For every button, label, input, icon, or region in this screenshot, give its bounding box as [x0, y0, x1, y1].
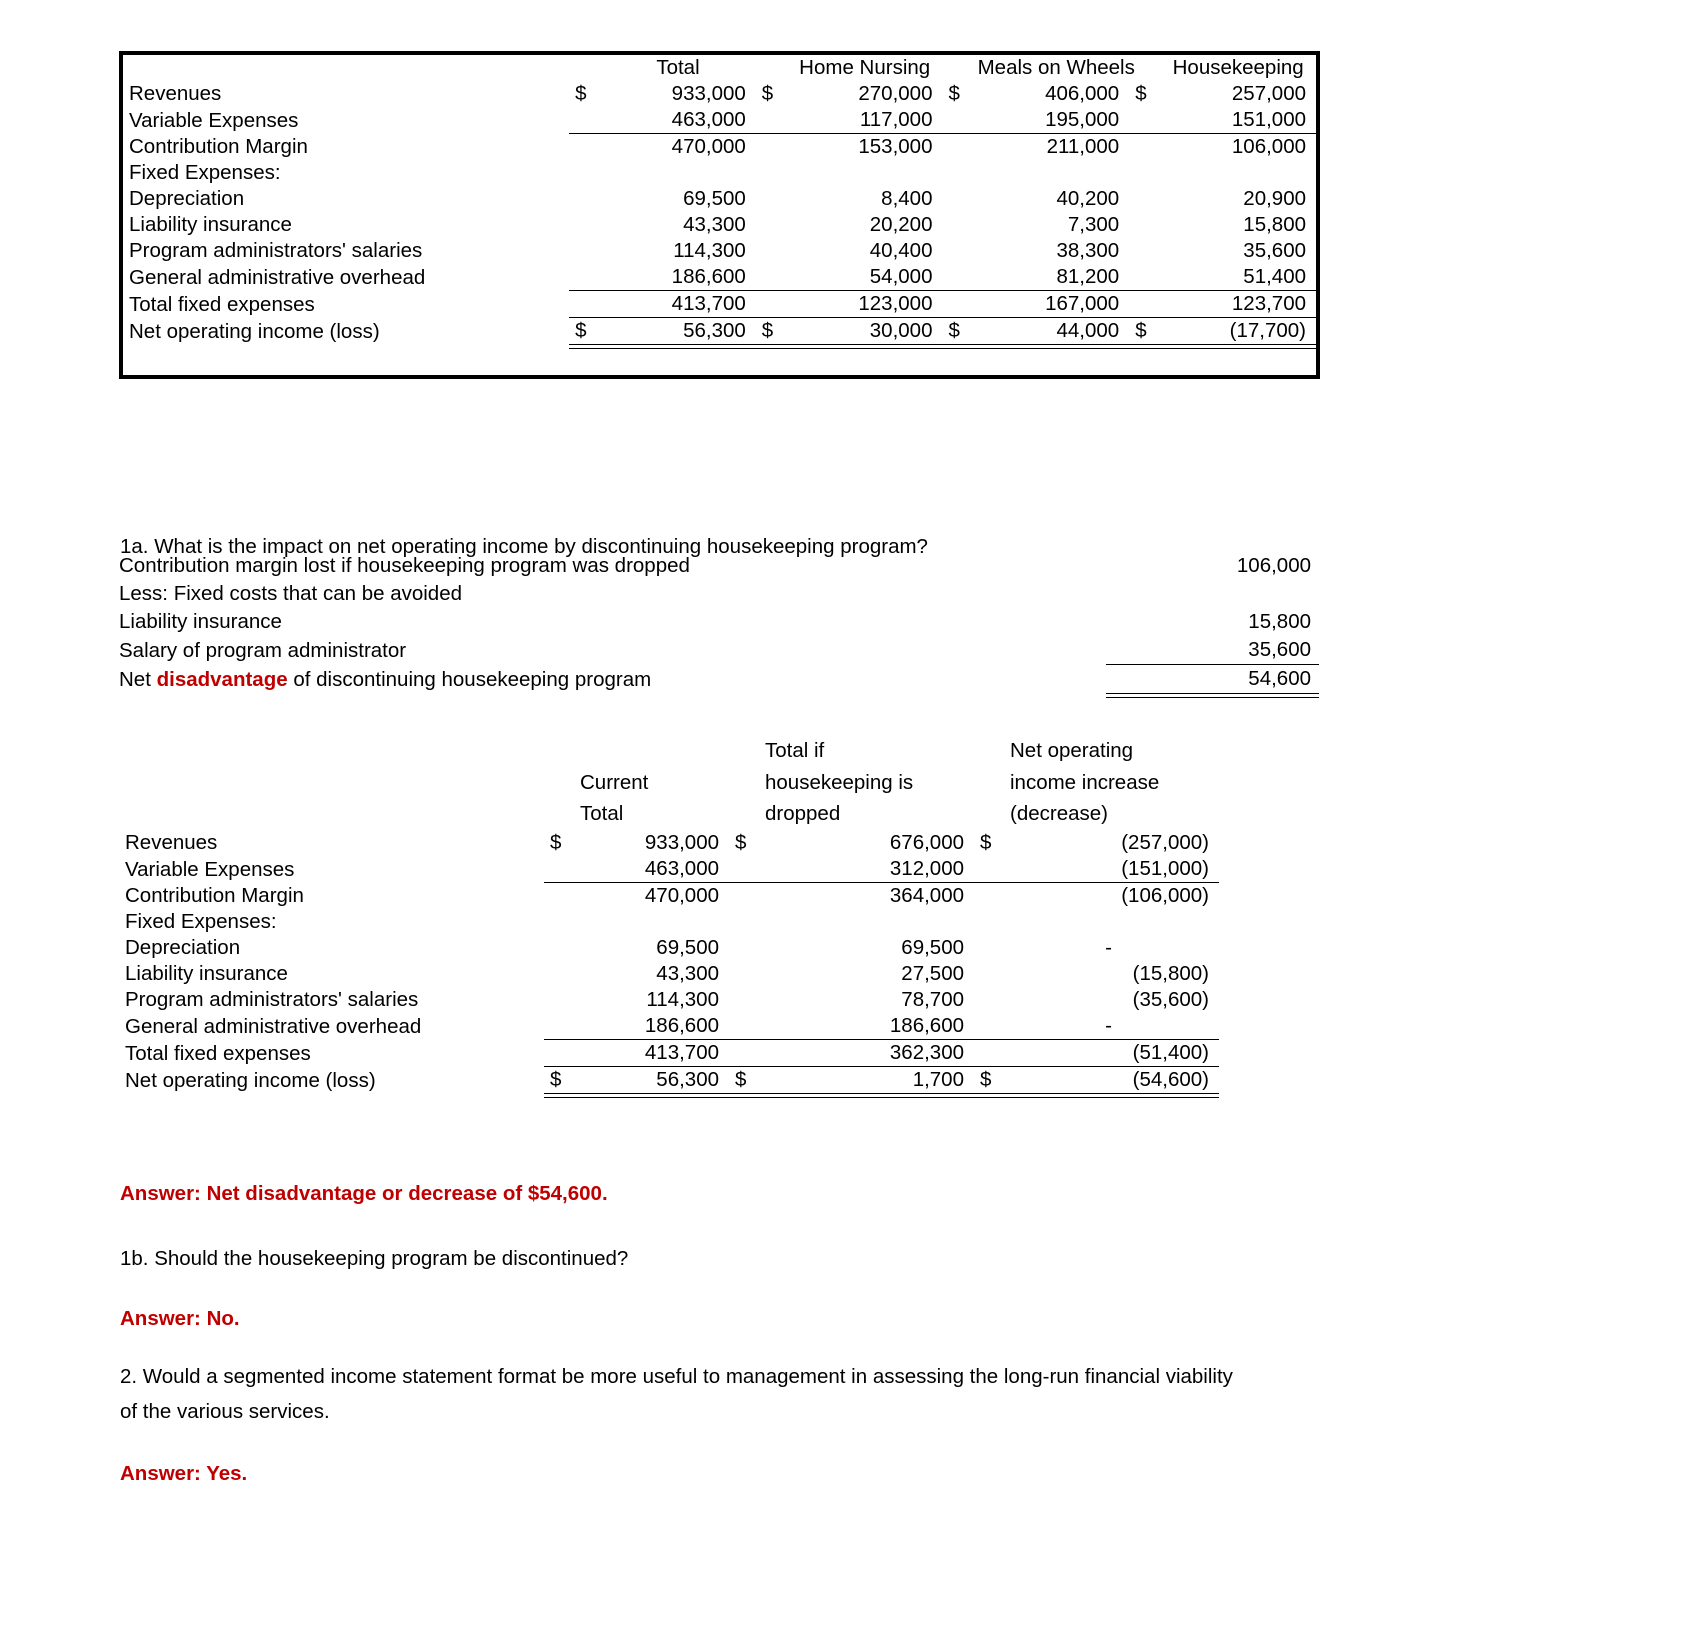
spacer	[569, 212, 600, 238]
row-label: Contribution Margin	[125, 884, 304, 908]
spacer	[974, 961, 1004, 987]
table-header-row	[123, 55, 1316, 81]
cell-value: 20,900	[1243, 187, 1306, 210]
cell-value: 106,000	[1236, 554, 1311, 577]
header-row-line2	[119, 767, 1219, 799]
spacer	[942, 238, 973, 264]
cell-value-dropped: 186,600	[759, 1013, 974, 1040]
spacer	[544, 856, 574, 883]
header-home-nursing: Home Nursing	[799, 56, 931, 79]
spacer	[1129, 107, 1160, 134]
cell-value-change: -	[1004, 1013, 1219, 1040]
spacer	[544, 909, 574, 935]
row-label: General administrative overhead	[129, 265, 426, 289]
cell-value: 123,700	[1160, 291, 1316, 318]
currency-symbol: $	[544, 1067, 574, 1094]
comparative-income-statement-table	[119, 735, 1219, 1094]
header-hn-cur	[756, 55, 787, 81]
table-row	[119, 856, 1219, 883]
cell-value: 43,300	[683, 213, 746, 236]
table-row	[123, 212, 1316, 238]
spacer	[544, 1013, 574, 1040]
table-row	[119, 883, 1219, 910]
row-label: Variable Expenses	[129, 108, 299, 132]
table-row	[119, 1040, 1219, 1067]
cell-value: 211,000	[1046, 135, 1120, 158]
spacer	[756, 186, 787, 212]
spacer	[729, 767, 759, 799]
row-label: Fixed Expenses:	[125, 910, 277, 934]
spacer	[729, 935, 759, 961]
answer-2: Answer: Yes.	[120, 1462, 248, 1485]
cell-value: 114,300	[673, 239, 746, 262]
cell-value: 153,000	[858, 135, 933, 158]
table-row	[123, 318, 1316, 345]
cell-value-change: (257,000)	[1121, 831, 1209, 855]
cell-value-current: 933,000	[644, 831, 719, 855]
currency-symbol: $	[756, 318, 787, 345]
cell-value-change: (54,600)	[1004, 1067, 1219, 1094]
cell-value	[1160, 160, 1316, 186]
cell-value-dropped: 27,500	[901, 962, 964, 986]
header-blank	[119, 767, 544, 799]
spacer	[729, 856, 759, 883]
spacer	[974, 909, 1004, 935]
currency-symbol: $	[948, 82, 960, 105]
row-label: Liability insurance	[125, 962, 288, 986]
spacer	[569, 107, 600, 134]
question-2-line2: of the various services.	[120, 1400, 330, 1423]
spacer	[729, 909, 759, 935]
header-dropped-line2: housekeeping is	[765, 770, 914, 794]
cell-value-change: (106,000)	[1121, 884, 1209, 908]
header-change-line3: (decrease)	[1010, 802, 1108, 826]
cell-value: 38,300	[1056, 239, 1120, 262]
cell-value: 15,800	[1248, 610, 1311, 633]
table-row	[123, 107, 1316, 134]
spacer	[974, 735, 1004, 767]
highlight-word: disadvantage	[156, 667, 288, 691]
question-1b: 1b. Should the housekeeping program be discontinued?	[120, 1247, 629, 1270]
cell-value: 470,000	[671, 135, 746, 158]
currency-symbol: $	[942, 318, 973, 345]
spacer	[942, 134, 973, 161]
row-label: Revenues	[129, 82, 222, 105]
spacer	[544, 987, 574, 1013]
currency-symbol: $	[569, 318, 600, 345]
cell-value	[974, 160, 1130, 186]
table-row	[119, 552, 1319, 580]
cell-value-current: 69,500	[656, 936, 719, 960]
row-label: Net operating income (loss)	[129, 319, 380, 343]
cell-value: 54,600	[1106, 665, 1319, 694]
cell-value: 81,200	[974, 264, 1130, 291]
spacer	[756, 107, 787, 134]
cell-value: (17,700)	[1160, 318, 1316, 345]
question-1a: 1a. What is the impact on net operating income by discontinuing housekeeping program?	[120, 535, 928, 558]
currency-symbol: $	[1135, 82, 1147, 105]
currency-symbol: $	[735, 831, 747, 855]
spacer	[569, 264, 600, 291]
spacer	[974, 856, 1004, 883]
currency-symbol: $	[974, 1067, 1004, 1094]
row-label: Total fixed expenses	[129, 292, 315, 316]
cell-value-change: (151,000)	[1004, 856, 1219, 883]
row-label: Program administrators' salaries	[125, 988, 419, 1012]
spacer	[1129, 212, 1160, 238]
table-bottom-spacer	[123, 345, 1316, 376]
table-row	[119, 636, 1319, 665]
spacer	[974, 1013, 1004, 1040]
cell-value-dropped: 362,300	[759, 1040, 974, 1067]
cell-value: 463,000	[600, 107, 756, 134]
incremental-analysis-block	[119, 552, 1319, 694]
table-row	[119, 935, 1219, 961]
cell-value: 413,700	[600, 291, 756, 318]
cell-value: 69,500	[683, 187, 746, 210]
header-row-line3	[119, 798, 1219, 830]
row-label: Variable Expenses	[125, 857, 295, 881]
cell-value: 35,600	[1243, 239, 1306, 262]
cell-value: 15,800	[1243, 213, 1306, 236]
spacer	[729, 883, 759, 910]
table-row	[119, 580, 1319, 608]
currency-symbol: $	[575, 82, 587, 105]
cell-value: 106,000	[1231, 135, 1306, 158]
table-row	[119, 830, 1219, 856]
spacer	[756, 134, 787, 161]
cell-value: 186,600	[600, 264, 756, 291]
spacer	[729, 1040, 759, 1067]
spacer	[729, 1013, 759, 1040]
currency-symbol: $	[980, 831, 992, 855]
spacer	[942, 160, 973, 186]
spacer	[756, 238, 787, 264]
spacer	[729, 798, 759, 830]
spacer	[942, 264, 973, 291]
cell-value: 123,000	[787, 291, 943, 318]
cell-value-dropped: 676,000	[889, 831, 964, 855]
cell-value-dropped: 312,000	[759, 856, 974, 883]
header-total: Total	[656, 56, 700, 79]
spacer	[544, 798, 574, 830]
header-blank-2	[574, 735, 729, 767]
table-row	[123, 186, 1316, 212]
row-label: Fixed Expenses:	[129, 161, 281, 184]
spacer	[942, 186, 973, 212]
cell-value: 40,400	[869, 239, 933, 262]
row-label: Total fixed expenses	[125, 1041, 311, 1065]
table-row	[119, 961, 1219, 987]
table-row	[119, 1013, 1219, 1040]
cell-value: 56,300	[600, 318, 756, 345]
spacer	[974, 987, 1004, 1013]
question-2-line1: 2. Would a segmented income statement format be more useful to management in assessing the long-run financial viability	[120, 1365, 1233, 1388]
table-row	[119, 987, 1219, 1013]
header-housekeeping: Housekeeping	[1172, 56, 1304, 79]
cell-value-dropped: 364,000	[889, 884, 964, 908]
answer-1b: Answer: No.	[120, 1307, 240, 1330]
cell-value-dropped: 78,700	[901, 988, 964, 1012]
cell-value-change: (15,800)	[1132, 962, 1209, 986]
row-label: Less: Fixed costs that can be avoided	[119, 582, 463, 605]
spacer	[569, 291, 600, 318]
spacer	[1129, 238, 1160, 264]
spacer	[756, 291, 787, 318]
header-mow-cur	[942, 55, 973, 81]
cell-value-current: 470,000	[644, 884, 719, 908]
cell-value-change: -	[1105, 936, 1112, 960]
header-dropped-line1: Total if	[765, 739, 825, 762]
cell-value-current: 114,300	[646, 988, 719, 1012]
segmented-income-statement-box	[119, 51, 1320, 379]
spacer	[544, 767, 574, 799]
cell-value: 54,000	[787, 264, 943, 291]
cell-value-current	[574, 909, 729, 935]
spacer	[974, 798, 1004, 830]
spacer	[729, 987, 759, 1013]
row-label: Revenues	[125, 831, 218, 855]
cell-value: 8,400	[881, 187, 933, 210]
header-dropped-line3: dropped	[765, 802, 841, 826]
spacer	[1129, 291, 1160, 318]
header-current-line1: Current	[580, 770, 649, 794]
spacer	[974, 883, 1004, 910]
spacer	[1129, 186, 1160, 212]
header-blank	[123, 55, 569, 81]
currency-symbol: $	[1129, 318, 1160, 345]
cell-value: 7,300	[1067, 213, 1120, 236]
cell-value: 30,000	[787, 318, 943, 345]
answer-1a: Answer: Net disadvantage or decrease of $54,600.	[120, 1182, 608, 1205]
spacer	[569, 134, 600, 161]
spacer	[1129, 264, 1160, 291]
spacer	[544, 883, 574, 910]
cell-value: 51,400	[1160, 264, 1316, 291]
spacer	[756, 160, 787, 186]
header-row-line1	[119, 735, 1219, 767]
cell-value-current: 413,700	[574, 1040, 729, 1067]
spacer	[544, 735, 574, 767]
cell-value: 270,000	[858, 82, 933, 105]
row-label: Liability insurance	[119, 610, 282, 633]
cell-value-change: (35,600)	[1132, 988, 1209, 1012]
cell-value-dropped	[759, 909, 974, 935]
table-row	[123, 264, 1316, 291]
cell-value-dropped: 1,700	[759, 1067, 974, 1094]
cell-value: 257,000	[1231, 82, 1306, 105]
incremental-analysis-table	[119, 552, 1319, 694]
spacer	[974, 1040, 1004, 1067]
table-row	[123, 291, 1316, 318]
row-label: Depreciation	[129, 187, 245, 210]
spacer	[544, 935, 574, 961]
cell-value-change: (51,400)	[1004, 1040, 1219, 1067]
segmented-income-statement-table	[123, 55, 1316, 375]
header-current-line2: Total	[580, 802, 624, 826]
cell-value: 167,000	[974, 291, 1130, 318]
cell-value: 35,600	[1106, 636, 1319, 665]
spacer	[974, 935, 1004, 961]
row-label: Net operating income (loss)	[125, 1068, 376, 1092]
cell-value: 151,000	[1160, 107, 1316, 134]
table-row	[123, 238, 1316, 264]
spacer	[569, 160, 600, 186]
spacer	[1129, 160, 1160, 186]
currency-symbol: $	[761, 82, 774, 105]
header-blank	[119, 735, 544, 767]
row-label: Program administrators' salaries	[129, 239, 423, 262]
row-label: Liability insurance	[129, 213, 292, 236]
row-label: Contribution Margin	[129, 135, 308, 158]
header-change-line1: Net operating	[1010, 739, 1134, 762]
cell-value-current: 56,300	[574, 1067, 729, 1094]
cell-value: 44,000	[974, 318, 1130, 345]
header-total-cur	[569, 55, 600, 81]
comparative-income-statement-block	[119, 735, 1209, 1094]
row-label-net-disadvantage	[119, 665, 1106, 694]
row-label: Depreciation	[125, 936, 241, 960]
cell-value	[1106, 580, 1319, 608]
row-label: Contribution margin lost if housekeeping program was dropped	[119, 554, 690, 577]
spacer	[569, 238, 600, 264]
table-row	[123, 160, 1316, 186]
header-meals-on-wheels: Meals on Wheels	[977, 56, 1135, 79]
spacer	[569, 186, 600, 212]
spacer	[942, 291, 973, 318]
cell-value: 195,000	[974, 107, 1130, 134]
label-prefix: Net	[119, 667, 157, 691]
cell-value-current: 43,300	[656, 962, 719, 986]
spacer	[756, 264, 787, 291]
row-label: General administrative overhead	[125, 1014, 422, 1038]
cell-value: 933,000	[671, 82, 746, 105]
table-row	[119, 1067, 1219, 1094]
spacer	[729, 961, 759, 987]
spacer	[1129, 134, 1160, 161]
row-label: Salary of program administrator	[119, 638, 407, 662]
spacer	[544, 1040, 574, 1067]
spacer	[942, 107, 973, 134]
table-row	[119, 909, 1219, 935]
spacer	[544, 961, 574, 987]
cell-value	[600, 160, 756, 186]
table-row	[123, 134, 1316, 161]
spacer	[974, 767, 1004, 799]
cell-value-current: 463,000	[574, 856, 729, 883]
cell-value-dropped: 69,500	[901, 936, 964, 960]
currency-symbol: $	[729, 1067, 759, 1094]
cell-value-current: 186,600	[574, 1013, 729, 1040]
cell-value: 20,200	[869, 213, 933, 236]
cell-value	[787, 160, 943, 186]
table-row	[119, 608, 1319, 636]
header-change-line2: income increase	[1010, 770, 1160, 794]
cell-value: 117,000	[787, 107, 943, 134]
table-row	[119, 665, 1319, 694]
currency-symbol: $	[550, 831, 562, 855]
label-suffix: of discontinuing housekeeping program	[287, 667, 652, 691]
spacer	[756, 212, 787, 238]
cell-value: 406,000	[1045, 82, 1120, 105]
spacer	[729, 735, 759, 767]
table-row	[123, 81, 1316, 107]
cell-value-change	[1004, 909, 1219, 935]
spacer	[942, 212, 973, 238]
cell-value: 40,200	[1056, 187, 1120, 210]
header-blank	[119, 798, 544, 830]
